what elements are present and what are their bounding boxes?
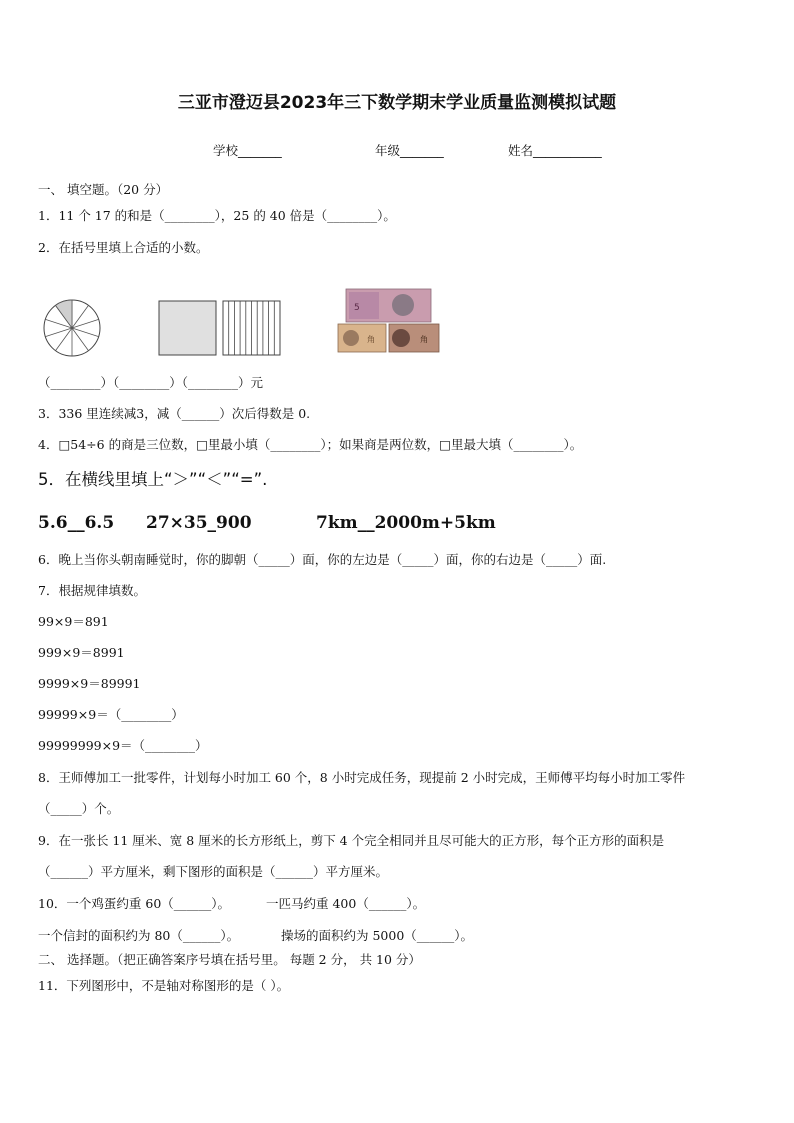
- compare-item-c[interactable]: 7km__2000m+5km: [316, 513, 496, 533]
- name-field[interactable]: 姓名___________: [508, 143, 602, 158]
- fraction-circle-figure: [40, 299, 104, 357]
- question-10-c[interactable]: 一个信封的面积约为 80（______）。: [38, 928, 240, 943]
- pattern-line: 999×9＝8991: [38, 645, 125, 660]
- section-1-heading: 一、 填空题。（20 分）: [38, 182, 169, 197]
- banknotes-figure: [337, 288, 443, 354]
- compare-item-b[interactable]: 27×35_900: [146, 513, 252, 533]
- page-title: 三亚市澄迈县2023年三下数学期末学业质量监测模拟试题: [177, 93, 617, 113]
- question-10-b[interactable]: 一匹马约重 400（______）。: [266, 896, 426, 911]
- pattern-line[interactable]: 99999999×9＝（________）: [38, 738, 208, 753]
- question-10-d[interactable]: 操场的面积约为 5000（______）。: [281, 928, 474, 943]
- question-9: 9．在一张长 11 厘米、宽 8 厘米的长方形纸上，剪下 4 个完全相同并且尽可能大的正方形，每个正方形的面积是: [38, 833, 665, 848]
- note-value: 5: [354, 303, 360, 313]
- pattern-line: 9999×9＝89991: [38, 676, 141, 691]
- question-8-answer[interactable]: （_____）个。: [38, 801, 120, 816]
- grade-field[interactable]: 年级_______: [375, 143, 444, 158]
- question-11: 11．下列图形中，不是轴对称图形的是（ ）。: [38, 978, 290, 993]
- question-6: 6．晚上当你头朝南睡觉时，你的脚朝（_____）面，你的左边是（_____）面，你的右边是（_____）面.: [38, 552, 607, 567]
- shaded-square-figure: [158, 300, 218, 356]
- question-4: 4．□54÷6 的商是三位数，□里最小填（________）；如果商是两位数，□里最大填（________）。: [38, 437, 583, 452]
- question-10-a[interactable]: 10．一个鸡蛋约重 60（______）。: [38, 896, 231, 911]
- striped-square-figure: [222, 300, 282, 356]
- question-8: 8．王师傅加工一批零件，计划每小时加工 60 个，8 小时完成任务，现提前 2 小时完成，王师傅平均每小时加工零件: [38, 770, 686, 785]
- section-2-heading: 二、 选择题。（把正确答案序号填在括号里。 每题 2 分， 共 10 分）: [38, 952, 421, 967]
- question-3: 3．336 里连续减3，减（______）次后得数是 0.: [38, 406, 311, 421]
- pattern-line[interactable]: 99999×9＝（________）: [38, 707, 184, 722]
- question-2-answers[interactable]: （________）（________）（________）元: [38, 375, 264, 390]
- pattern-line: 99×9＝891: [38, 614, 109, 629]
- compare-item-a[interactable]: 5.6__6.5: [38, 513, 115, 533]
- question-9-answer[interactable]: （______）平方厘米，剩下图形的面积是（______）平方厘米。: [38, 864, 389, 879]
- jiao-left: 角: [367, 335, 375, 344]
- school-field[interactable]: 学校_______: [213, 143, 282, 158]
- question-2: 2．在括号里填上合适的小数。: [38, 240, 209, 255]
- question-1: 1．11 个 17 的和是（________），25 的 40 倍是（________）。: [38, 208, 396, 223]
- jiao-right: 角: [420, 335, 428, 344]
- question-5: 5．在横线里填上“＞”“＜”“=”.: [38, 470, 268, 489]
- question-7: 7．根据规律填数。: [38, 583, 146, 598]
